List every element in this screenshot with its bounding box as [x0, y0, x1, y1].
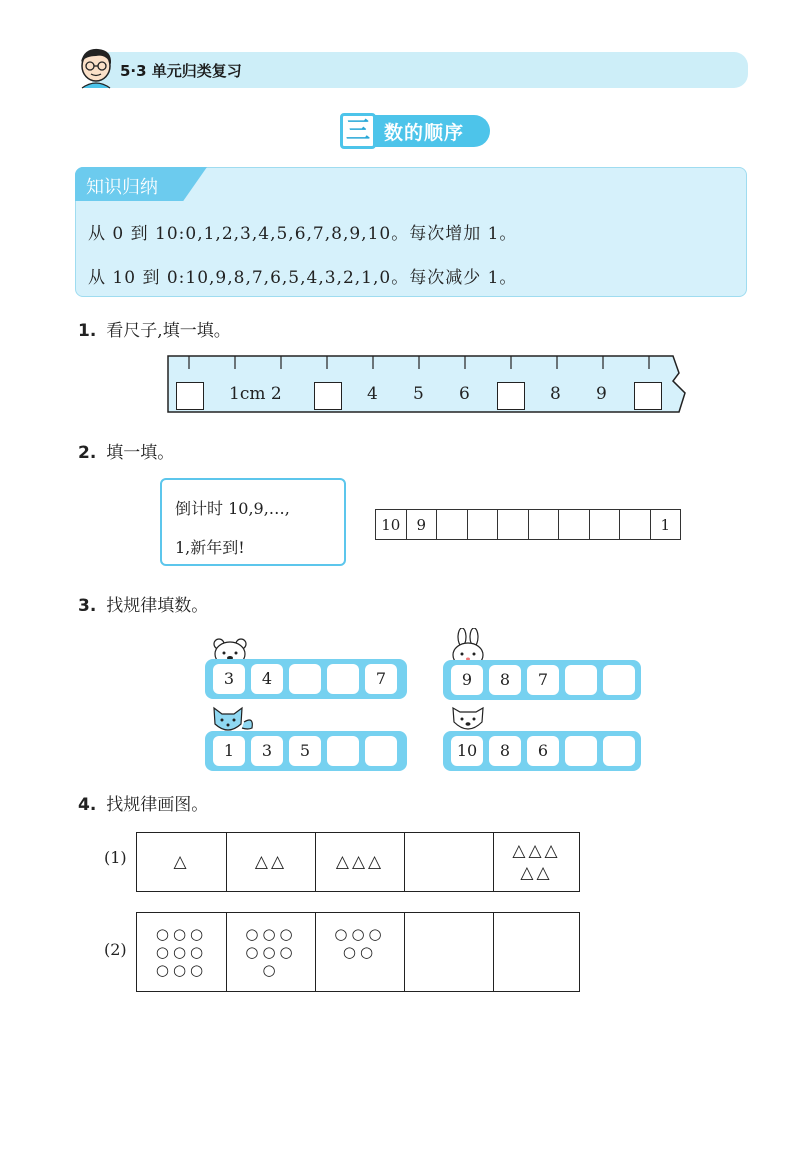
header-title: 5·3 单元归类复习 [120, 62, 242, 80]
strip-cell: 3 [213, 664, 245, 694]
circle-group: ○○○ [155, 925, 208, 943]
countdown-cells [375, 509, 681, 540]
table-cell [315, 913, 404, 991]
table-cell-blank[interactable] [404, 833, 493, 891]
ruler-label-5: 5 [413, 384, 424, 404]
triangle-group: △△ [254, 852, 288, 872]
circle-group: ○○ [342, 943, 378, 961]
question-3-title [78, 591, 208, 616]
question-1-title [78, 316, 231, 341]
ruler-blank-3[interactable] [314, 382, 342, 410]
strip-cell-blank[interactable] [603, 736, 635, 766]
strip-cell: 5 [289, 736, 321, 766]
table-cell-blank[interactable] [493, 913, 579, 991]
table-cell [137, 833, 226, 891]
countdown-line-2: 1,新年到! [175, 538, 245, 557]
ruler-blank-0[interactable] [176, 382, 204, 410]
countdown-cell: 9 [406, 509, 438, 540]
strip-cell-blank[interactable] [289, 664, 321, 694]
question-4-title [78, 790, 208, 815]
strip-cell: 6 [527, 736, 559, 766]
question-text: 找规律画图。 [106, 795, 209, 815]
dog-icon [448, 704, 488, 734]
circle-group: ○○○ [245, 943, 297, 961]
strip-cell-blank[interactable] [603, 665, 635, 695]
question-2-title [78, 438, 174, 463]
table-cell [226, 913, 315, 991]
table-cell-blank[interactable] [404, 913, 493, 991]
pattern-strip-4 [443, 731, 641, 771]
table-cell [493, 833, 579, 891]
circle-group: ○○○ [155, 961, 208, 979]
question-text: 找规律填数。 [106, 596, 209, 616]
countdown-cell: 1 [650, 509, 682, 540]
mascot-icon [76, 44, 116, 90]
ruler-blank-10[interactable] [634, 382, 662, 410]
pattern-strip-3 [205, 731, 407, 771]
triangle-group: △△ [520, 863, 553, 883]
question-number: 3. [78, 596, 97, 616]
ruler-blank-7[interactable] [497, 382, 525, 410]
knowledge-line-1: 从 0 到 10:0,1,2,3,4,5,6,7,8,9,10。每次增加 1。 [88, 224, 518, 244]
circle-group: ○ [262, 961, 280, 979]
strip-cell-blank[interactable] [365, 736, 397, 766]
countdown-cell-blank[interactable] [589, 509, 621, 540]
table-cell [137, 913, 226, 991]
ruler-label-1: 1cm 2 [229, 384, 282, 404]
strip-cell: 7 [527, 665, 559, 695]
countdown-cell-blank[interactable] [497, 509, 529, 540]
table-cell [226, 833, 315, 891]
knowledge-tab-label: 知识归纳 [86, 177, 158, 198]
strip-cell: 8 [489, 665, 521, 695]
countdown-line-1: 倒计时 10,9,…, [175, 499, 290, 518]
circle-group: ○○○ [245, 925, 297, 943]
strip-cell: 3 [251, 736, 283, 766]
countdown-cell-blank[interactable] [467, 509, 499, 540]
strip-cell-blank[interactable] [327, 736, 359, 766]
circle-group: ○○○ [334, 925, 386, 943]
section-title: 数的顺序 [384, 122, 465, 144]
section-number: 三 [346, 116, 370, 144]
ruler-label-6: 6 [459, 384, 470, 404]
question-number: 1. [78, 321, 97, 341]
ruler-label-4: 4 [367, 384, 378, 404]
strip-cell: 9 [451, 665, 483, 695]
triangle-group: △ [173, 852, 190, 872]
countdown-cell-blank[interactable] [528, 509, 560, 540]
ruler-label-9: 9 [596, 384, 607, 404]
strip-cell: 4 [251, 664, 283, 694]
pattern-table-2 [136, 912, 580, 992]
question-text: 填一填。 [106, 443, 175, 463]
ruler-label-8: 8 [550, 384, 561, 404]
strip-cell: 7 [365, 664, 397, 694]
strip-cell: 8 [489, 736, 521, 766]
table-cell [315, 833, 404, 891]
pattern-strip-2 [443, 660, 641, 700]
question-number: 2. [78, 443, 97, 463]
strip-cell-blank[interactable] [565, 665, 597, 695]
row-label-1: (1) [104, 848, 127, 867]
triangle-group: △△△ [335, 852, 385, 872]
row-label-2: (2) [104, 940, 127, 959]
fox-icon [208, 704, 256, 734]
question-text: 看尺子,填一填。 [106, 321, 231, 341]
strip-cell: 10 [451, 736, 483, 766]
countdown-cell-blank[interactable] [436, 509, 468, 540]
knowledge-line-2: 从 10 到 0:10,9,8,7,6,5,4,3,2,1,0。每次减少 1。 [88, 268, 518, 288]
circle-group: ○○○ [155, 943, 208, 961]
countdown-cell-blank[interactable] [558, 509, 590, 540]
strip-cell: 1 [213, 736, 245, 766]
pattern-strip-1 [205, 659, 407, 699]
countdown-cell: 10 [375, 509, 407, 540]
pattern-table-1 [136, 832, 580, 892]
strip-cell-blank[interactable] [327, 664, 359, 694]
question-number: 4. [78, 795, 97, 815]
countdown-cell-blank[interactable] [619, 509, 651, 540]
triangle-group: △△△ [512, 841, 561, 861]
strip-cell-blank[interactable] [565, 736, 597, 766]
